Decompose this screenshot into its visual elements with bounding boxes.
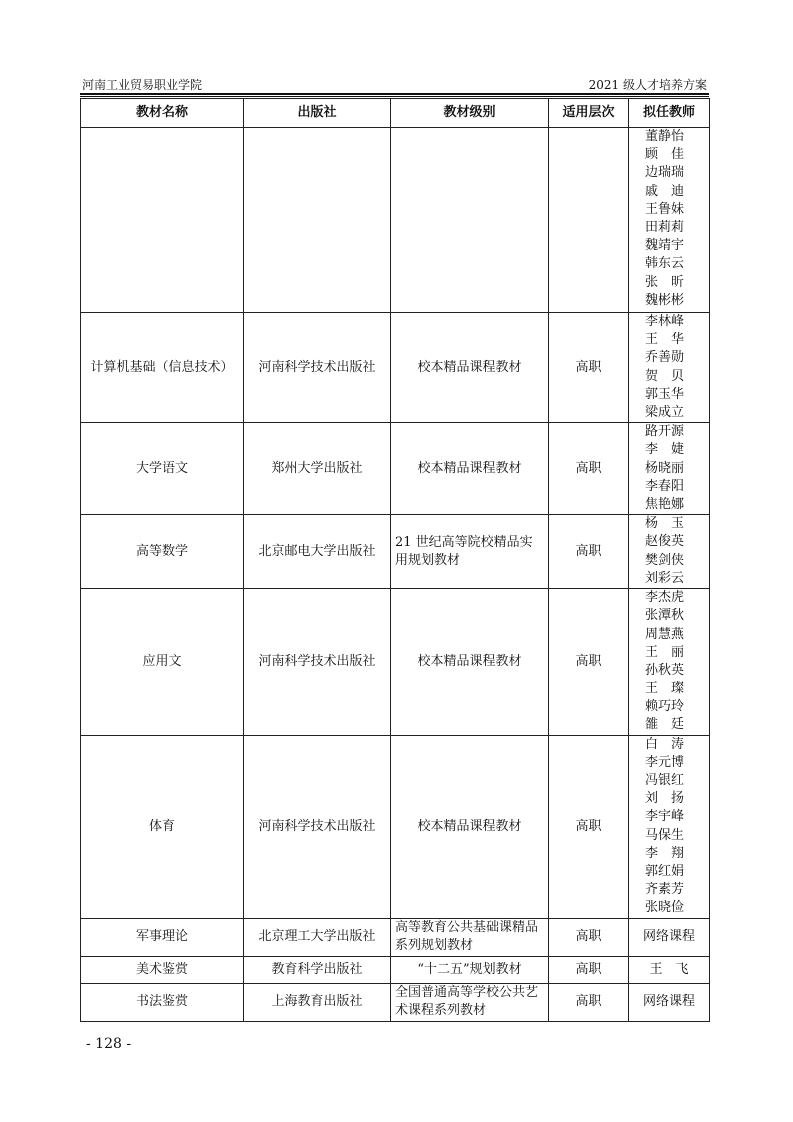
teacher-name: 张潭秋	[645, 608, 685, 624]
textbook-table	[80, 98, 710, 1022]
teacher-name: 边瑞瑞	[645, 165, 685, 181]
teacher-name: 雒 廷	[645, 717, 685, 733]
teacher-name: 魏彬彬	[645, 292, 685, 308]
teacher-name: 李林峰	[645, 314, 685, 329]
page-header	[80, 74, 709, 92]
table-row	[81, 956, 710, 983]
textbook-level: 全国普通高等学校公共艺术课程系列教材	[391, 983, 549, 1021]
header-rule-thick	[80, 93, 709, 95]
textbook-level	[391, 128, 549, 313]
teacher-name: 顾 佳	[645, 147, 685, 163]
tier: 高职	[549, 956, 629, 983]
table-row	[81, 983, 710, 1021]
textbook-level: 21 世纪高等院校精品实用规划教材	[391, 515, 549, 589]
teacher-name: 王 丽	[645, 644, 685, 660]
col-header-publisher: 出版社	[244, 99, 391, 128]
teacher-cell: 王 飞	[629, 956, 710, 983]
teacher-name: 赖巧玲	[645, 699, 685, 715]
teacher-name: 贺 贝	[645, 368, 685, 384]
teacher-name: 路开源	[645, 424, 685, 440]
textbook-level: 校本精品课程教材	[391, 423, 549, 515]
teacher-name: 李 婕	[645, 442, 685, 458]
table-row	[81, 589, 710, 736]
textbook-name: 计算机基础（信息技术）	[81, 313, 244, 423]
publisher: 河南科学技术出版社	[244, 313, 391, 423]
page-number: - 128 -	[86, 1036, 132, 1052]
textbook-name: 军事理论	[81, 918, 244, 956]
teacher-name: 杨 玉	[645, 516, 685, 532]
tier	[549, 128, 629, 313]
table-row	[81, 735, 710, 918]
textbook-level: 高等教育公共基础课精品系列规划教材	[391, 918, 549, 956]
publisher: 北京理工大学出版社	[244, 918, 391, 956]
teacher-list	[629, 313, 710, 423]
textbook-level: 校本精品课程教材	[391, 589, 549, 736]
tier: 高职	[549, 313, 629, 423]
teacher-name: 王 华	[645, 332, 685, 348]
tier: 高职	[549, 515, 629, 589]
teacher-name: 白 涛	[645, 736, 685, 752]
col-header-name: 教材名称	[81, 99, 244, 128]
teacher-cell: 网络课程	[629, 918, 710, 956]
teacher-name: 孙秋英	[645, 662, 685, 678]
teacher-list	[629, 735, 710, 918]
publisher: 河南科学技术出版社	[244, 735, 391, 918]
teacher-name: 冯银红	[645, 773, 685, 788]
teacher-list	[629, 515, 710, 589]
school-name: 河南工业贸易职业学院	[82, 78, 203, 92]
tier: 高职	[549, 983, 629, 1021]
publisher: 郑州大学出版社	[244, 423, 391, 515]
teacher-name: 魏靖宇	[645, 238, 685, 254]
textbook-name	[81, 128, 244, 313]
teacher-name: 田莉莉	[645, 219, 685, 235]
textbook-name: 美术鉴赏	[81, 956, 244, 983]
teacher-list	[629, 423, 710, 515]
teacher-name: 樊剑侠	[645, 552, 685, 568]
col-header-teachers: 拟任教师	[629, 99, 710, 128]
textbook-name: 应用文	[81, 589, 244, 736]
teacher-name: 张晓俭	[645, 900, 685, 916]
textbook-level: 校本精品课程教材	[391, 735, 549, 918]
publisher: 教育科学出版社	[244, 956, 391, 983]
textbook-name: 大学语文	[81, 423, 244, 515]
teacher-name: 焦艳娜	[645, 496, 685, 512]
teacher-name: 韩东云	[645, 256, 685, 272]
teacher-name: 王鲁妹	[645, 201, 685, 217]
teacher-name: 戚 迪	[645, 183, 685, 199]
teacher-name: 王 璨	[645, 681, 685, 697]
teacher-cell: 网络课程	[629, 983, 710, 1021]
teacher-name: 董静怡	[645, 129, 685, 144]
table-row	[81, 515, 710, 589]
teacher-name: 张 昕	[645, 274, 685, 290]
table-header-row	[81, 99, 710, 128]
teacher-name: 赵俊英	[645, 534, 685, 550]
textbook-name: 高等数学	[81, 515, 244, 589]
teacher-list	[629, 589, 710, 736]
tier: 高职	[549, 918, 629, 956]
header-rule-thin	[80, 96, 709, 97]
tier: 高职	[549, 423, 629, 515]
publisher: 河南科学技术出版社	[244, 589, 391, 736]
col-header-tier: 适用层次	[549, 99, 629, 128]
publisher	[244, 128, 391, 313]
teacher-list	[629, 128, 710, 313]
tier: 高职	[549, 589, 629, 736]
teacher-name: 郭红娟	[645, 863, 685, 879]
textbook-name: 书法鉴赏	[81, 983, 244, 1021]
textbook-name: 体育	[81, 735, 244, 918]
textbook-level: “十二五”规划教材	[391, 956, 549, 983]
table-row	[81, 423, 710, 515]
teacher-name: 李宇峰	[645, 809, 685, 825]
publisher: 北京邮电大学出版社	[244, 515, 391, 589]
textbook-level: 校本精品课程教材	[391, 313, 549, 423]
teacher-name: 李春阳	[645, 478, 685, 494]
table-row	[81, 918, 710, 956]
teacher-name: 刘彩云	[645, 570, 685, 586]
teacher-name: 马保生	[645, 827, 685, 843]
teacher-name: 李 翔	[645, 845, 685, 861]
teacher-name: 杨晓丽	[645, 460, 685, 476]
program-title: 2021 级人才培养方案	[588, 78, 707, 92]
teacher-name: 李元博	[645, 754, 685, 770]
teacher-name: 乔善勋	[645, 350, 685, 366]
teacher-name: 李杰虎	[645, 590, 685, 606]
teacher-name: 郭玉华	[645, 386, 685, 402]
table-row	[81, 128, 710, 313]
teacher-name: 齐素芳	[645, 882, 685, 898]
teacher-name: 周慧燕	[645, 626, 685, 642]
teacher-name: 刘 扬	[645, 791, 685, 807]
tier: 高职	[549, 735, 629, 918]
col-header-level: 教材级别	[391, 99, 549, 128]
publisher: 上海教育出版社	[244, 983, 391, 1021]
teacher-name: 梁成立	[645, 404, 685, 420]
table-row	[81, 313, 710, 423]
